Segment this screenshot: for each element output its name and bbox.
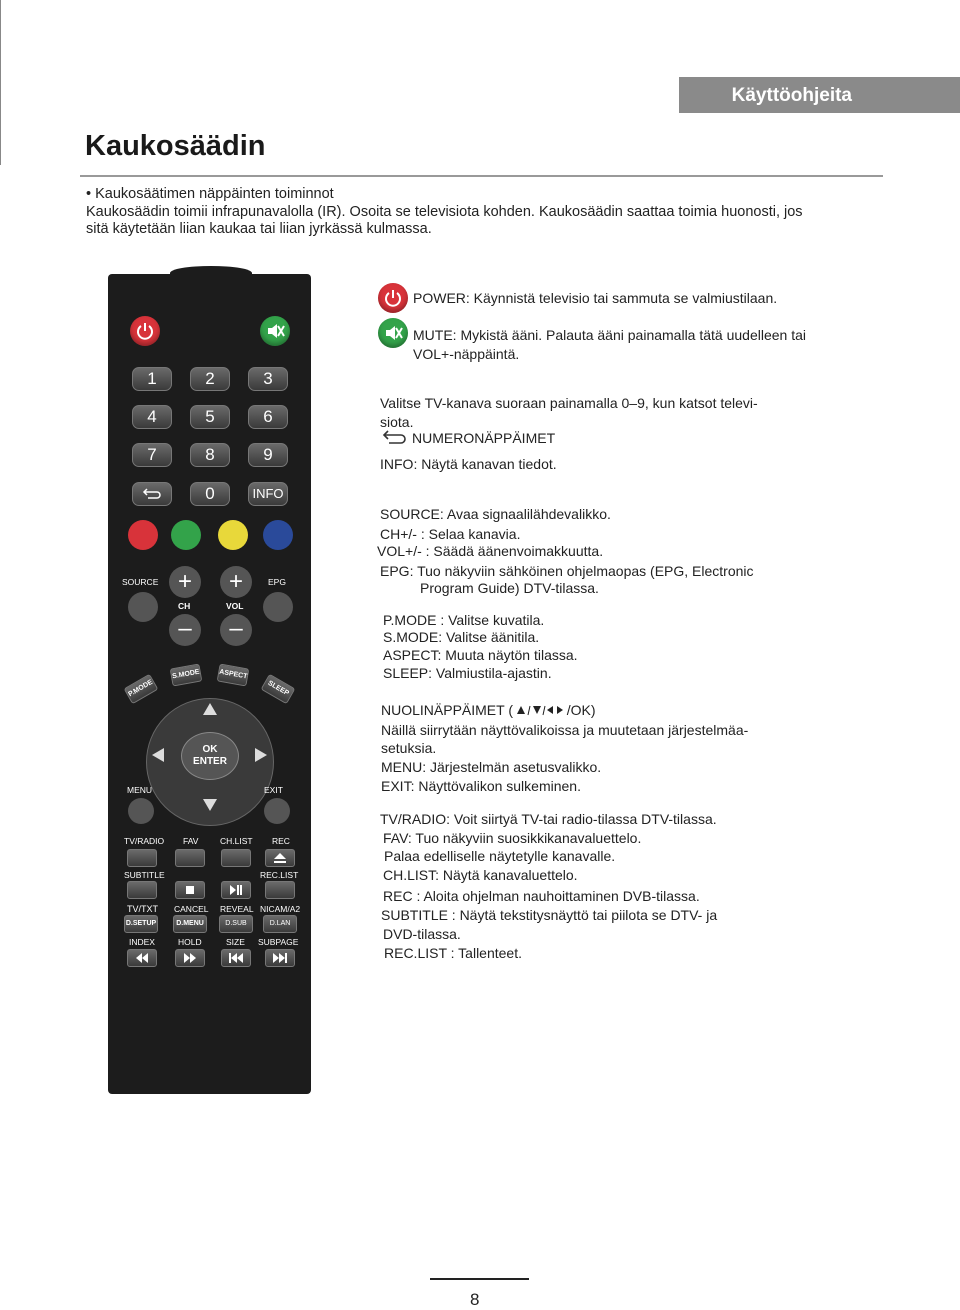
digits-desc-line-1: Valitse TV-kanava suoraan painamalla 0–9, kun katsot televi- [380, 395, 758, 411]
pmode-button[interactable]: P.MODE [124, 674, 159, 705]
tvradio-desc: TV/RADIO: Voit siirtyä TV-tai radio-tilassa DTV-tilassa. [380, 811, 717, 827]
arrow-keys-icon [517, 705, 563, 716]
red-button[interactable] [128, 520, 158, 550]
exit-label: EXIT [264, 785, 283, 795]
dmenu-button[interactable]: D.MENU [173, 915, 207, 933]
digit-0-button[interactable]: 0 [190, 482, 230, 506]
recall-icon [140, 486, 164, 502]
tvtxt-label: TV/TXT [127, 904, 158, 914]
hold-label: HOLD [178, 937, 202, 947]
sleep-button[interactable]: SLEEP [261, 674, 296, 705]
source-desc: SOURCE: Avaa signaalilähdevalikko. [380, 506, 611, 522]
nav-desc-line-2: Näillä siirrytään näyttövalikoissa ja muutetaan järjestelmäa- [381, 722, 749, 738]
digit-4-button[interactable]: 4 [132, 405, 172, 429]
reclist-desc: REC.LIST : Tallenteet. [384, 945, 522, 961]
nav-desc-line-3: setuksia. [381, 740, 437, 756]
menu-button[interactable] [128, 798, 154, 824]
page-number: 8 [470, 1290, 480, 1309]
smode-button[interactable]: S.MODE [170, 664, 203, 687]
page-title: Kaukosäädin [85, 130, 266, 162]
play-pause-icon [228, 884, 244, 896]
arrow-down-button[interactable] [202, 798, 218, 812]
green-button[interactable] [171, 520, 201, 550]
rec-eject-button[interactable] [265, 849, 295, 867]
mute-desc-line-2: VOL+-näppäintä. [413, 346, 520, 362]
footer-line [430, 1278, 529, 1280]
epg-label: EPG [268, 577, 286, 587]
power-legend-icon [378, 283, 408, 313]
power-button[interactable] [130, 316, 160, 346]
recall-button[interactable] [132, 482, 172, 506]
section-tab: Käyttöohjeita [679, 77, 960, 113]
intro-bullet: • Kaukosäätimen näppäinten toiminnot [86, 186, 334, 202]
dsetup-button[interactable]: D.SETUP [124, 915, 158, 933]
digit-2-button[interactable]: 2 [190, 367, 230, 391]
mute-icon [378, 318, 408, 348]
chlist-label: CH.LIST [220, 836, 253, 846]
vol-label: VOL [226, 601, 244, 611]
stop-icon [184, 884, 196, 896]
skip-back-icon [228, 952, 244, 964]
aspect-desc: ASPECT: Muuta näytön tilassa. [383, 647, 578, 663]
epg-desc-line-1: EPG: Tuo näkyviin sähköinen ohjelmaopas (EPG, Electronic [380, 563, 754, 579]
digit-5-button[interactable]: 5 [190, 405, 230, 429]
reclist-label: REC.LIST [260, 870, 299, 880]
exit-button[interactable] [264, 798, 290, 824]
nicam-label: NICAM/A2 [260, 904, 301, 914]
menu-desc: MENU: Järjestelmän asetusvalikko. [381, 759, 602, 775]
digits-desc-line-2: siota. [380, 414, 414, 430]
page-side-line [0, 0, 1, 165]
mute-icon [260, 316, 290, 346]
pmode-desc: P.MODE : Valitse kuvatila. [383, 612, 545, 628]
epg-desc-line-2: Program Guide) DTV-tilassa. [420, 580, 599, 596]
ok-enter-button[interactable] [181, 732, 239, 780]
size-label: SIZE [226, 937, 245, 947]
nav-desc-end: /OK) [566, 702, 596, 718]
chlist-desc: CH.LIST: Näytä kanavaluettelo. [383, 867, 578, 883]
info-button[interactable]: INFO [248, 482, 288, 506]
enter-label: ENTER [193, 756, 227, 767]
digit-6-button[interactable]: 6 [248, 405, 288, 429]
rewind-icon [134, 952, 150, 964]
next-button[interactable] [265, 949, 295, 967]
sleep-desc: SLEEP: Valmiustila-ajastin. [383, 665, 552, 681]
digit-3-button[interactable]: 3 [248, 367, 288, 391]
title-rule [80, 175, 883, 177]
subtitle-label: SUBTITLE [124, 870, 165, 880]
dsub-button[interactable]: D.SUB [219, 915, 253, 933]
remote-control [108, 274, 311, 1094]
tvradio-button[interactable] [127, 849, 157, 867]
vol-desc: VOL+/- : Säädä äänenvoimakkuutta. [377, 543, 604, 559]
play-pause-button[interactable] [221, 881, 251, 899]
smode-desc: S.MODE: Valitse äänitila. [383, 629, 540, 645]
blue-button[interactable] [263, 520, 293, 550]
yellow-button[interactable] [218, 520, 248, 550]
aspect-button[interactable]: ASPECT [217, 664, 250, 687]
intro-line-2: sitä käytetään liian kaukaa tai liian jyrkässä kulmassa. [86, 221, 432, 237]
power-icon [378, 283, 408, 313]
source-label: SOURCE [122, 577, 159, 587]
digit-8-button[interactable]: 8 [190, 443, 230, 467]
vol-down-button[interactable]: – [220, 614, 252, 646]
arrow-right-button[interactable] [254, 747, 268, 763]
source-button[interactable] [128, 592, 158, 622]
chlist-button[interactable] [221, 849, 251, 867]
intro-text [86, 186, 846, 239]
epg-button[interactable] [263, 592, 293, 622]
ch-label: CH [178, 601, 191, 611]
ok-label: OK [202, 744, 218, 755]
fast-forward-button[interactable] [175, 949, 205, 967]
previous-button[interactable] [221, 949, 251, 967]
mute-desc-line-1: MUTE: Mykistä ääni. Palauta ääni painamalla tätä uudelleen tai [413, 327, 806, 343]
exit-desc: EXIT: Näyttövalikon sulkeminen. [381, 778, 581, 794]
ch-desc: CH+/- : Selaa kanavia. [380, 526, 521, 542]
subpage-label: SUBPAGE [258, 937, 299, 947]
digit-7-button[interactable]: 7 [132, 443, 172, 467]
eject-icon [273, 852, 287, 864]
intro-line-1: Kaukosäädin toimii infrapunavalolla (IR). Osoita se televisiota kohden. Kaukosäädin saattaa toimia huonosti, jos [86, 203, 803, 220]
ch-up-button[interactable]: + [169, 566, 201, 598]
stop-button[interactable] [175, 881, 205, 899]
recall-icon [379, 428, 409, 448]
cancel-label: CANCEL [174, 904, 209, 914]
nav-desc-start: NUOLINÄPPÄIMET ( [381, 702, 513, 718]
subtitle-button[interactable] [127, 881, 157, 899]
rec-label: REC [272, 836, 290, 846]
arrow-left-button[interactable] [151, 747, 165, 763]
skip-forward-icon [272, 952, 288, 964]
mute-button[interactable] [260, 316, 290, 346]
subtitle-desc-line-1: SUBTITLE : Näytä tekstitysnäyttö tai piilota se DTV- ja [381, 907, 718, 923]
reclist-button[interactable] [265, 881, 295, 899]
index-label: INDEX [129, 937, 155, 947]
vol-up-button[interactable]: + [220, 566, 252, 598]
arrow-up-button[interactable] [202, 702, 218, 716]
subtitle-desc-line-2: DVD-tilassa. [383, 926, 461, 942]
fav-desc: FAV: Tuo näkyviin suosikkikanavaluettelo. [383, 830, 642, 846]
recall-desc: NUMERONÄPPÄIMET [412, 430, 556, 446]
reveal-label: REVEAL [220, 904, 254, 914]
digit-9-button[interactable]: 9 [248, 443, 288, 467]
power-icon [130, 316, 160, 346]
fast-forward-icon [182, 952, 198, 964]
info-desc: INFO: Näytä kanavan tiedot. [380, 456, 557, 472]
fav-button[interactable] [175, 849, 205, 867]
menu-label: MENU [127, 785, 153, 795]
back-desc: Palaa edelliselle näytetylle kanavalle. [384, 848, 616, 864]
nav-desc-line-1 [381, 702, 596, 719]
dlan-button[interactable]: D.LAN [263, 915, 297, 933]
digit-1-button[interactable]: 1 [132, 367, 172, 391]
rec-desc: REC : Aloita ohjelman nauhoittaminen DVB-tilassa. [383, 888, 700, 904]
fav-label: FAV [183, 836, 199, 846]
ch-down-button[interactable]: – [169, 614, 201, 646]
tvradio-label: TV/RADIO [124, 836, 165, 846]
power-desc: POWER: Käynnistä televisio tai sammuta se valmiustilaan. [413, 290, 778, 306]
mute-legend-icon [378, 318, 408, 348]
rewind-button[interactable] [127, 949, 157, 967]
